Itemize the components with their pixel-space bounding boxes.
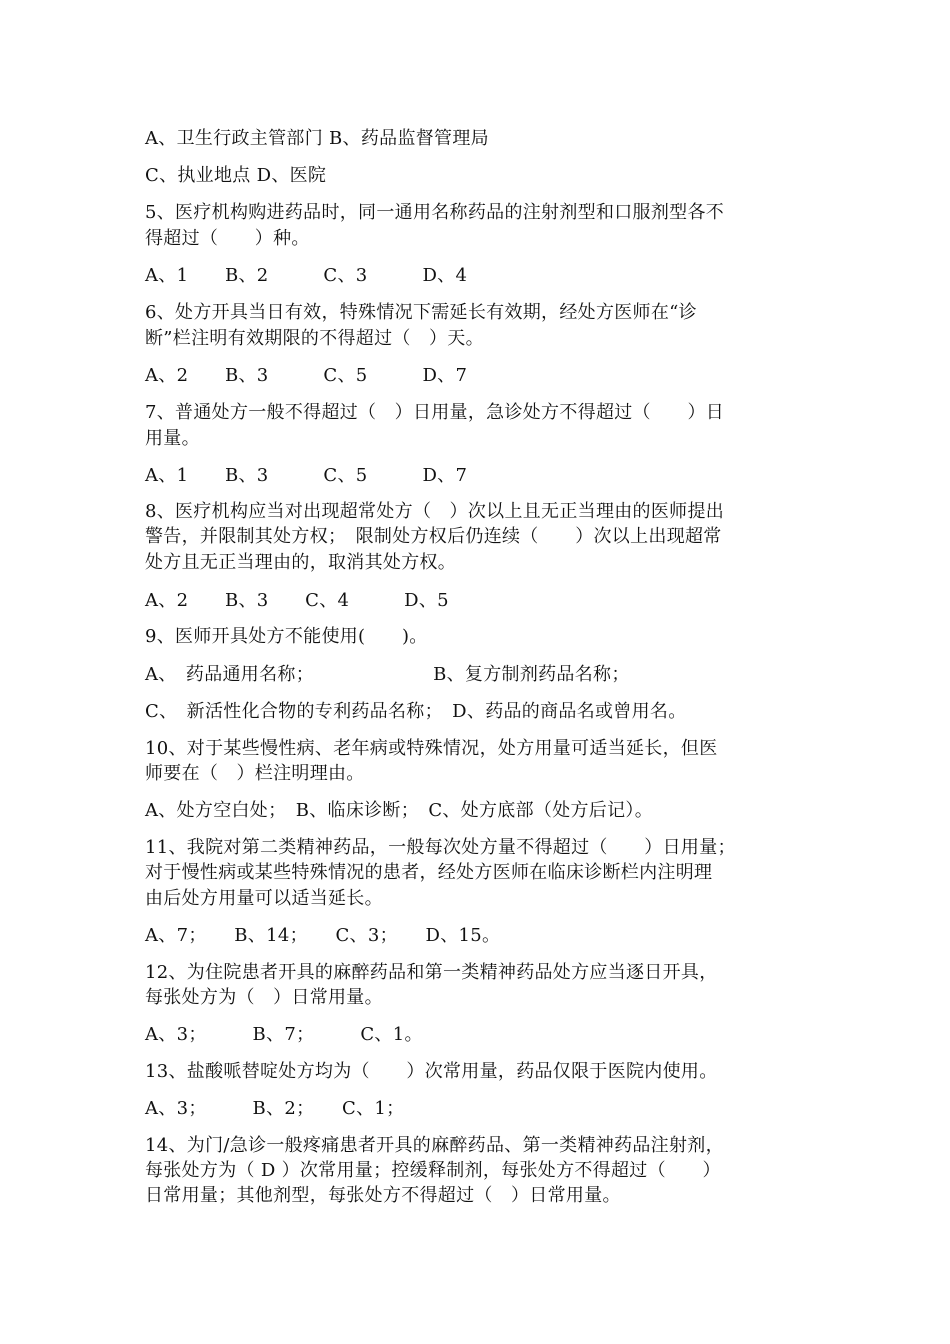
question-5-options: A、1 B、2 C、3 D、4	[145, 265, 468, 286]
question-14-line-2: 每张处方为（ D ）次常用量；控缓释制剂，每张处方不得超过（ ）	[145, 1160, 721, 1181]
question-10-line-2: 师要在（ ）栏注明理由。	[145, 763, 365, 784]
question-6-line-1: 6、处方开具当日有效，特殊情况下需延长有效期，经处方医师在“诊	[145, 302, 697, 323]
option-line: C、执业地点 D、医院	[145, 165, 327, 186]
question-10-line-1: 10、对于某些慢性病、老年病或特殊情况，处方用量可适当延长，但医	[145, 738, 718, 759]
question-9-line-1: 9、医师开具处方不能使用( )。	[145, 626, 428, 647]
question-6-line-2: 断”栏注明有效期限的不得超过（ ）天。	[145, 328, 484, 349]
question-13-line-1: 13、盐酸哌替啶处方均为（ ）次常用量，药品仅限于医院内使用。	[145, 1061, 718, 1082]
question-8-line-3: 处方且无正当理由的，取消其处方权。	[145, 552, 457, 573]
question-11-options: A、7； B、14； C、3； D、15。	[145, 925, 501, 946]
question-12-line-1: 12、为住院患者开具的麻醉药品和第一类精神药品处方应当逐日开具，	[145, 962, 718, 983]
question-14-line-1: 14、为门/急诊一般疼痛患者开具的麻醉药品、第一类精神药品注射剂，	[145, 1135, 724, 1156]
question-9-options-1: A、 药品通用名称； B、复方制剂药品名称；	[145, 664, 630, 685]
question-5-line-2: 得超过（ ）种。	[145, 228, 310, 249]
question-12-options: A、3； B、7； C、1。	[145, 1024, 423, 1045]
question-5-line-1: 5、医疗机构购进药品时，同一通用名称药品的注射剂型和口服剂型各不	[145, 202, 725, 223]
question-10-options: A、处方空白处； B、临床诊断； C、处方底部（处方后记）。	[145, 800, 653, 821]
question-6-options: A、2 B、3 C、5 D、7	[145, 365, 468, 386]
question-12-line-2: 每张处方为（ ）日常用量。	[145, 987, 383, 1008]
question-14-line-3: 日常用量；其他剂型，每张处方不得超过（ ）日常用量。	[145, 1185, 621, 1206]
question-13-options: A、3； B、2； C、1；	[145, 1098, 405, 1119]
question-7-line-1: 7、普通处方一般不得超过（ ）日用量，急诊处方不得超过（ ）日	[145, 402, 725, 423]
question-11-line-3: 由后处方用量可以适当延长。	[145, 888, 383, 909]
question-7-line-2: 用量。	[145, 428, 200, 449]
question-8-line-1: 8、医疗机构应当对出现超常处方（ ）次以上且无正当理由的医师提出	[145, 501, 725, 522]
question-8-line-2: 警告，并限制其处方权； 限制处方权后仍连续（ ）次以上出现超常	[145, 526, 722, 547]
question-7-options: A、1 B、3 C、5 D、7	[145, 465, 468, 486]
question-9-options-2: C、 新活性化合物的专利药品名称； D、药品的商品名或曾用名。	[145, 701, 687, 722]
question-11-line-1: 11、我院对第二类精神药品，一般每次处方量不得超过（ ）日用量；	[145, 837, 736, 858]
option-line: A、卫生行政主管部门 B、药品监督管理局	[145, 128, 489, 149]
question-8-options: A、2 B、3 C、4 D、5	[145, 590, 449, 611]
question-11-line-2: 对于慢性病或某些特殊情况的患者，经处方医师在临床诊断栏内注明理	[145, 862, 713, 883]
